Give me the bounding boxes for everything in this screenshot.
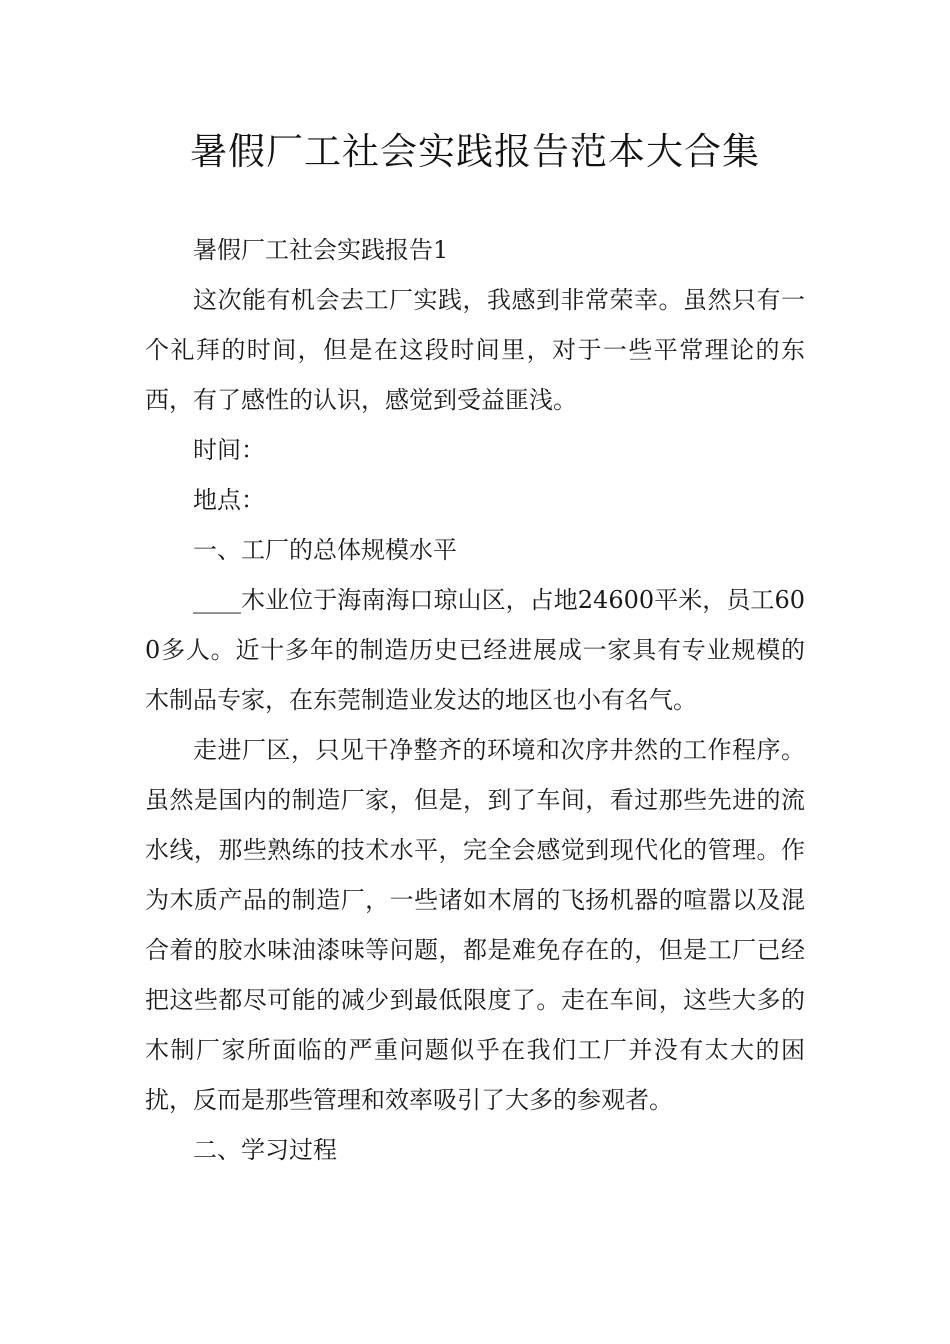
factory-scale-paragraph (145, 575, 805, 725)
factory-scale-text: 木业位于海南海口琼山区，占地24600平米，员工600多人。近十多年的制造历史已经进展成一家具有专业规模的木制品专家，在东莞制造业发达的地区也小有名气。 (145, 586, 805, 714)
location-field: 地点： (193, 486, 265, 514)
document-body (145, 225, 805, 1175)
company-name-blank: ____ (193, 586, 241, 614)
factory-environment-paragraph: 走进厂区，只见干净整齐的环境和次序井然的工作程序。虽然是国内的制造厂家，但是，到了车间，看过那些先进的流水线，那些熟练的技术水平，完全会感觉到现代化的管理。作为木质产品的制造厂，一些诸如木屑的飞扬机器的喧嚣以及混合着的胶水味油漆味等问题，都是难免存在的，但是工厂已经把这些都尽可能的减少到最低限度了。走在车间，这些大多的木制厂家所面临的严重问题似乎在我们工厂并没有太大的困扰，反而是那些管理和效率吸引了大多的参观者。 (145, 736, 805, 1114)
time-field: 时间： (193, 436, 265, 464)
section-heading-learning-process: 二、学习过程 (193, 1136, 337, 1164)
document-title: 暑假厂工社会实践报告范本大合集 (190, 130, 760, 173)
section-heading-report-1: 暑假厂工社会实践报告1 (193, 236, 449, 264)
intro-paragraph: 这次能有机会去工厂实践，我感到非常荣幸。虽然只有一个礼拜的时间，但是在这段时间里，对于一些平常理论的东西，有了感性的认识，感觉到受益匪浅。 (145, 286, 805, 414)
section-heading-factory-scale: 一、工厂的总体规模水平 (193, 536, 457, 564)
